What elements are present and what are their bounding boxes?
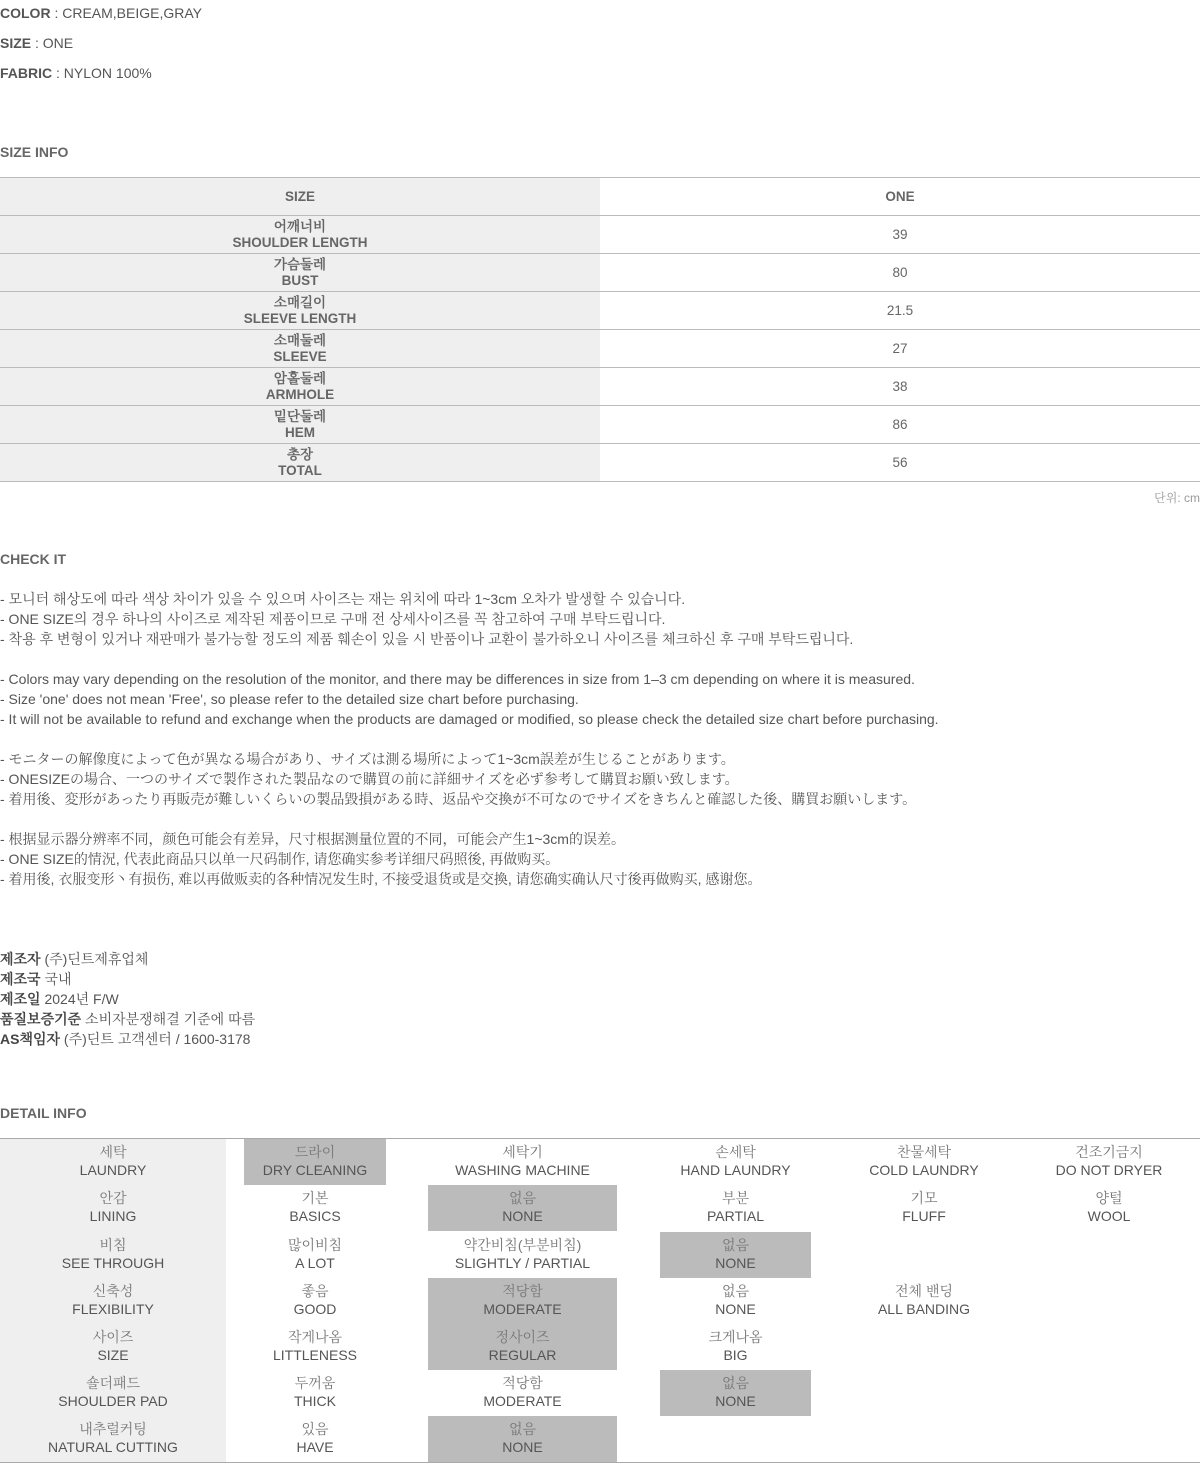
- size-value: 86: [892, 417, 908, 432]
- detail-option: [660, 1328, 811, 1364]
- option-ko: 내추럴커팅: [79, 1421, 147, 1437]
- detail-row-label: [0, 1143, 226, 1179]
- option-en: WASHING MACHINE: [455, 1162, 590, 1178]
- detail-option: [244, 1143, 386, 1179]
- table-row: [0, 216, 1200, 254]
- detail-row-label: [0, 1374, 226, 1410]
- option-ko: 많이비침: [287, 1237, 343, 1253]
- detail-option: [244, 1420, 386, 1456]
- option-ko: 전체 밴딩: [895, 1283, 953, 1299]
- size-label-en: SLEEVE: [273, 348, 327, 364]
- size-table: [0, 177, 1200, 482]
- size-value: 80: [892, 265, 908, 280]
- option-en: FLEXIBILITY: [72, 1301, 154, 1317]
- option-ko: 있음: [301, 1421, 329, 1437]
- note-line: - It will not be available to refund and exchange when the products are damaged or modified, so please check the detailed size chart before purchasing.: [0, 711, 939, 727]
- note-line: - ONESIZEの場合、一つのサイズで製作された製品なので購買の前に詳細サイズを必ず参考して購買お願い致します。: [0, 771, 739, 787]
- size-label-ko: 소매길이: [273, 294, 327, 310]
- spec-size: SIZE : ONE: [0, 35, 74, 51]
- detail-option: [660, 1374, 811, 1410]
- option-en: SEE THROUGH: [61, 1255, 165, 1271]
- detail-row-label: [0, 1328, 226, 1364]
- detail-option: [830, 1189, 1018, 1225]
- option-ko: 약간비침(부분비침): [463, 1237, 582, 1253]
- detail-option: [244, 1328, 386, 1364]
- option-ko: 없음: [721, 1283, 750, 1299]
- option-en: MODERATE: [483, 1393, 562, 1409]
- option-ko: 사이즈: [92, 1329, 134, 1345]
- detail-option: [660, 1236, 811, 1272]
- detail-option: [244, 1189, 386, 1225]
- size-label-ko: 가슴둘레: [273, 256, 327, 272]
- detail-option: [660, 1189, 811, 1225]
- option-en: NONE: [715, 1255, 756, 1271]
- note-line: - モニターの解像度によって色が異なる場合があり、サイズは測る場所によって1~3cm誤差が生じることがあります。: [0, 751, 735, 767]
- note-line: - Size 'one' does not mean 'Free', so please refer to the detailed size chart before purchasing.: [0, 691, 579, 707]
- note-line: - 모니터 해상도에 따라 색상 차이가 있을 수 있으며 사이즈는 재는 위치에 따라 1~3cm 오차가 발생할 수 있습니다.: [0, 591, 686, 607]
- size-value: 38: [892, 379, 908, 394]
- mf-maker: 제조자 (주)딘트제휴업체: [0, 951, 149, 967]
- option-en: NONE: [715, 1393, 756, 1409]
- option-ko: 숄더패드: [85, 1375, 141, 1391]
- option-en: NONE: [502, 1439, 543, 1455]
- option-ko: 좋음: [301, 1283, 329, 1299]
- size-header-value: ONE: [885, 189, 915, 204]
- option-en: MODERATE: [483, 1301, 562, 1317]
- note-line: - ONE SIZE의 경우 하나의 사이즈로 제작된 제품이므로 구매 전 상세사이즈를 꼭 참고하여 구매 부탁드립니다.: [0, 611, 666, 627]
- note-line: - 着用後, 衣服变形丶有损伤, 难以再做贩卖的各种情况发生时, 不接受退货或是交換, 请您确实确认尺寸後再做购买, 感谢您。: [0, 871, 762, 887]
- option-ko: 적당함: [502, 1375, 543, 1391]
- option-en: PARTIAL: [706, 1208, 765, 1224]
- table-row: [0, 368, 1200, 406]
- option-en: LITTLENESS: [272, 1347, 358, 1363]
- option-ko: 작게나옴: [287, 1329, 343, 1345]
- detail-option: [428, 1143, 617, 1179]
- detail-info-title: DETAIL INFO: [0, 1105, 87, 1121]
- option-en: ALL BANDING: [877, 1301, 971, 1317]
- option-en: NONE: [502, 1208, 543, 1224]
- option-ko: 기모: [910, 1190, 938, 1206]
- note-line: - 根据显示器分辨率不同，颜色可能会有差异，尺寸根据测量位置的不同，可能会产生1~3cm的误差。: [0, 831, 625, 847]
- option-ko: 적당함: [502, 1283, 543, 1299]
- table-row: [0, 444, 1200, 482]
- note-line: - 着用後、変形があったり再販売が難しいくらいの製品毀損がある時、返品や交換が不可なのでサイズをきちんと確認した後、購買お願いします。: [0, 791, 917, 807]
- detail-option: [428, 1420, 617, 1456]
- option-ko: 드라이: [294, 1144, 336, 1160]
- option-ko: 부분: [721, 1190, 750, 1206]
- mf-country: 제조국 국내: [0, 971, 72, 987]
- option-en: DRY CLEANING: [262, 1162, 368, 1178]
- detail-option: [660, 1143, 811, 1179]
- option-ko: 안감: [99, 1190, 127, 1206]
- size-label-en: SLEEVE LENGTH: [243, 310, 357, 326]
- option-en: GOOD: [293, 1301, 337, 1317]
- check-it-title: CHECK IT: [0, 551, 67, 567]
- option-ko: 찬물세탁: [896, 1144, 952, 1160]
- detail-option: [428, 1236, 617, 1272]
- option-ko: 비침: [99, 1237, 127, 1253]
- size-header-label: SIZE: [0, 178, 600, 215]
- note-line: - ONE SIZE的情況, 代表此商品只以单一尺码制作, 请您确实参考详细尺码照後, 再做购买。: [0, 851, 560, 867]
- option-en: SLIGHTLY / PARTIAL: [454, 1255, 591, 1271]
- note-line: - 착용 후 변형이 있거나 재판매가 불가능할 정도의 제품 훼손이 있을 시 반품이나 교환이 불가하오니 사이즈를 체크하신 후 구매 부탁드립니다.: [0, 631, 854, 647]
- option-en: REGULAR: [488, 1347, 557, 1363]
- detail-option: [244, 1282, 386, 1318]
- detail-option: [244, 1236, 386, 1272]
- size-label-en: HEM: [285, 424, 315, 440]
- spec-fabric: FABRIC : NYLON 100%: [0, 65, 152, 81]
- option-ko: 없음: [508, 1190, 537, 1206]
- detail-row-label: [0, 1189, 226, 1225]
- option-ko: 없음: [508, 1421, 537, 1437]
- note-line: - Colors may vary depending on the resolution of the monitor, and there may be differences in size from 1–3 cm depending on where it is measured.: [0, 671, 915, 687]
- detail-option: [660, 1282, 811, 1318]
- detail-option: [1018, 1189, 1200, 1225]
- detail-option: [428, 1282, 617, 1318]
- option-ko: 크게나옴: [708, 1329, 763, 1345]
- mf-date: 제조일 2024년 F/W: [0, 991, 119, 1007]
- size-label-en: ARMHOLE: [265, 386, 335, 402]
- option-en: FLUFF: [902, 1208, 946, 1224]
- size-label-ko: 소매둘레: [273, 332, 327, 348]
- detail-option: [830, 1282, 1018, 1318]
- size-label-en: TOTAL: [278, 462, 322, 478]
- option-en: A LOT: [295, 1255, 335, 1271]
- size-label-ko: 암홀둘레: [273, 370, 327, 386]
- mf-quality: 품질보증기준 소비자분쟁해결 기준에 따름: [0, 1011, 256, 1027]
- option-ko: 세탁: [99, 1144, 127, 1160]
- option-ko: 양털: [1095, 1190, 1123, 1206]
- option-en: BASICS: [289, 1208, 341, 1224]
- option-en: WOOL: [1087, 1208, 1131, 1224]
- size-label-ko: 밑단둘레: [273, 408, 327, 424]
- option-en: BIG: [723, 1347, 748, 1363]
- detail-option: [428, 1328, 617, 1364]
- detail-row-label: [0, 1420, 226, 1456]
- option-ko: 없음: [721, 1375, 750, 1391]
- mf-as: AS책임자 (주)딘트 고객센터 / 1600-3178: [0, 1031, 251, 1047]
- option-ko: 정사이즈: [495, 1329, 550, 1345]
- detail-row-label: [0, 1282, 226, 1318]
- option-ko: 손세탁: [715, 1144, 756, 1160]
- detail-option: [1018, 1143, 1200, 1179]
- size-value: 21.5: [886, 303, 914, 318]
- option-en: LAUNDRY: [79, 1162, 147, 1178]
- option-en: DO NOT DRYER: [1055, 1162, 1163, 1178]
- option-en: HAVE: [296, 1439, 334, 1455]
- option-ko: 기본: [301, 1190, 329, 1206]
- size-label-ko: 총장: [286, 446, 314, 462]
- option-ko: 두꺼움: [294, 1375, 336, 1391]
- table-row: [0, 330, 1200, 368]
- size-label-ko: 어깨너비: [273, 218, 327, 234]
- size-table-header: [0, 177, 1200, 216]
- table-row: [0, 406, 1200, 444]
- detail-option: [428, 1374, 617, 1410]
- spec-color: COLOR : CREAM,BEIGE,GRAY: [0, 5, 202, 21]
- option-en: THICK: [294, 1393, 336, 1409]
- table-row: [0, 292, 1200, 330]
- size-label-en: SHOULDER LENGTH: [232, 234, 368, 250]
- option-en: SIZE: [97, 1347, 129, 1363]
- detail-option: [428, 1189, 617, 1225]
- detail-option: [830, 1143, 1018, 1179]
- detail-row-label: [0, 1236, 226, 1272]
- option-ko: 없음: [721, 1237, 750, 1253]
- option-ko: 세탁기: [502, 1144, 543, 1160]
- option-en: NONE: [715, 1301, 756, 1317]
- option-ko: 신축성: [92, 1283, 134, 1299]
- size-info-title: SIZE INFO: [0, 144, 69, 160]
- size-value: 39: [892, 227, 908, 242]
- table-row: [0, 254, 1200, 292]
- option-ko: 건조기금지: [1075, 1144, 1143, 1160]
- option-en: SHOULDER PAD: [58, 1393, 168, 1409]
- size-value: 27: [892, 341, 908, 356]
- option-en: COLD LAUNDRY: [869, 1162, 979, 1178]
- detail-option: [244, 1374, 386, 1410]
- size-label-en: BUST: [281, 272, 319, 288]
- unit-note: 단위: cm: [1154, 491, 1200, 505]
- option-en: LINING: [89, 1208, 137, 1224]
- option-en: NATURAL CUTTING: [48, 1439, 178, 1455]
- option-en: HAND LAUNDRY: [680, 1162, 791, 1178]
- size-value: 56: [892, 455, 908, 470]
- detail-table: [0, 1138, 1200, 1463]
